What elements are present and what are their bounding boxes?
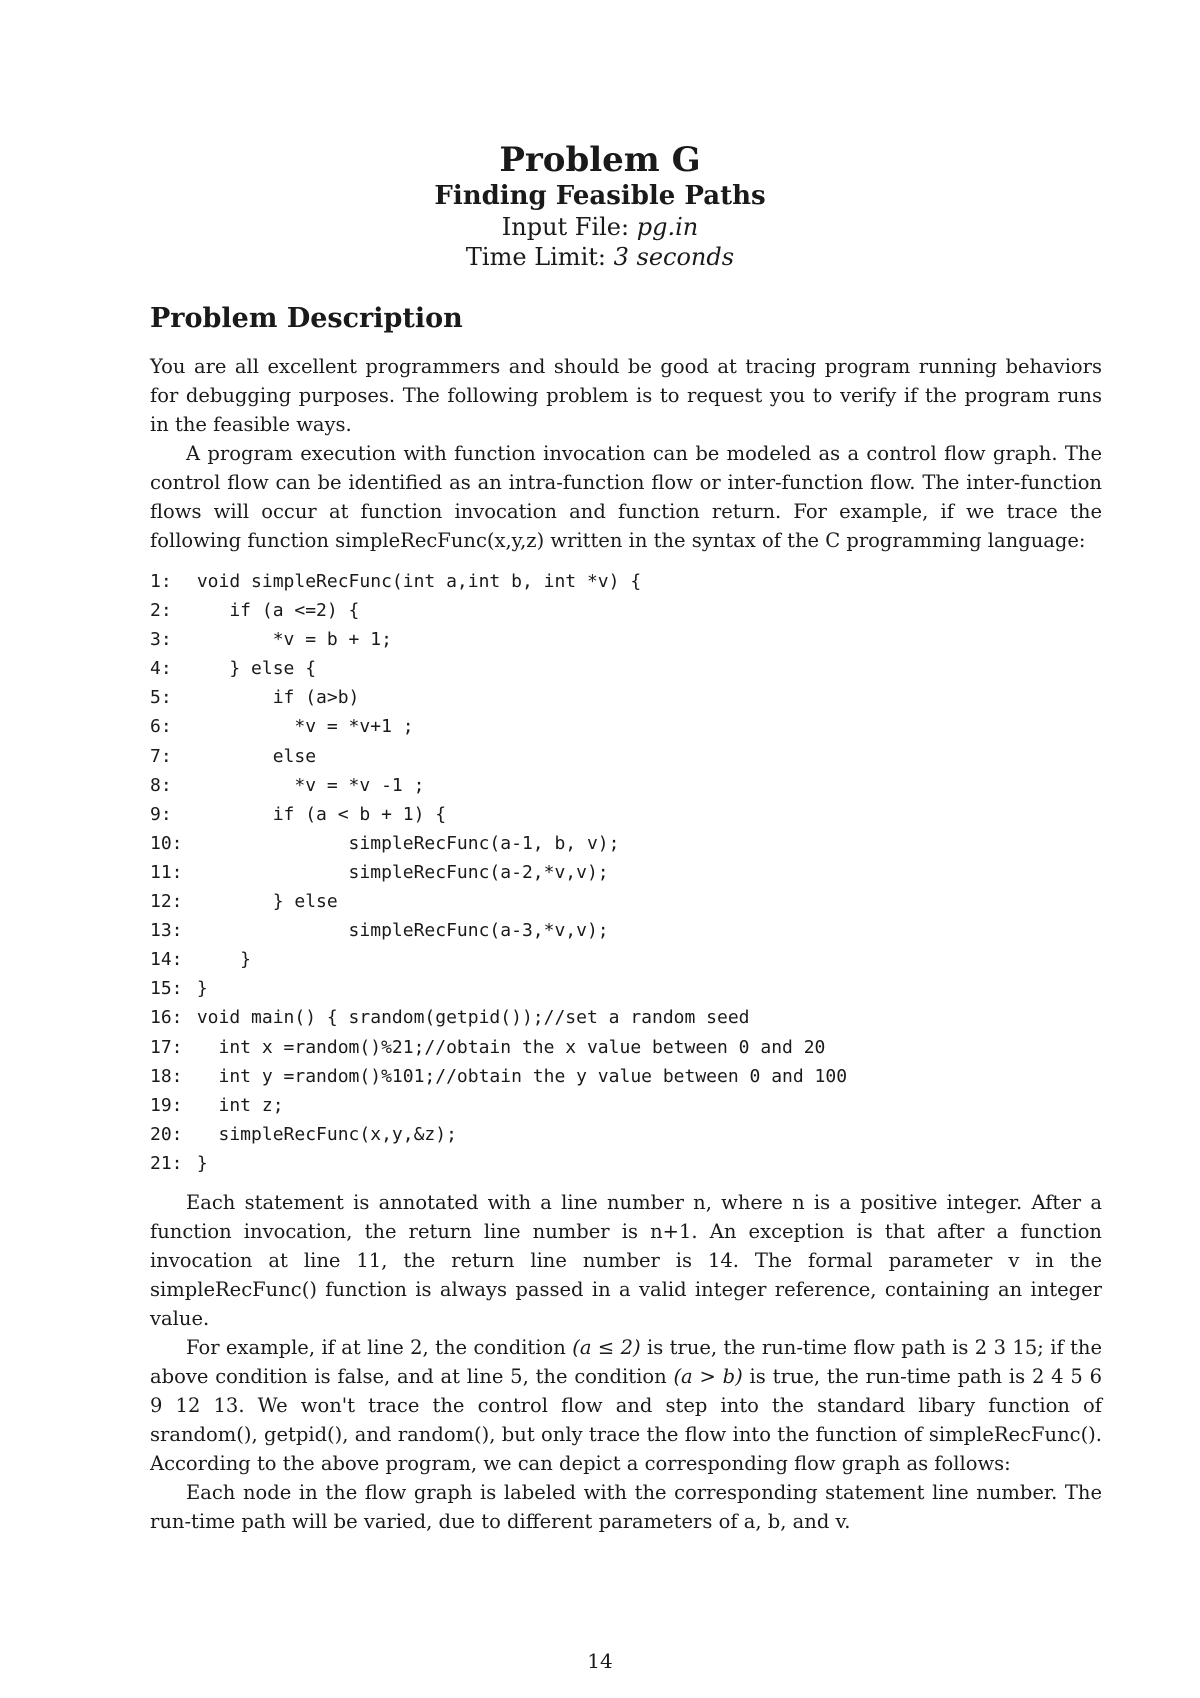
code-line-text: if (a <=2) { (186, 600, 360, 622)
time-limit-value: 3 seconds (613, 243, 735, 271)
code-line (150, 1062, 1102, 1091)
code-line-number: 11: (150, 861, 183, 883)
code-line-text: else (186, 745, 317, 767)
code-line-number: 18: (150, 1065, 183, 1087)
code-line (150, 945, 1102, 974)
code-line (150, 916, 1102, 945)
code-line (150, 712, 1102, 741)
code-line-number: 5: (150, 687, 172, 709)
code-line-text: int y =random()%101;//obtain the y value between 0 and 100 (186, 1065, 848, 1087)
paragraph-intro: You are all excellent programmers and should be good at tracing program running behaviors for debugging purposes. The following problem is to request you to verify if the program runs in the feasible ways. (150, 355, 1102, 436)
code-line (150, 1149, 1102, 1178)
code-line (150, 742, 1102, 771)
code-line (150, 683, 1102, 712)
code-line (150, 1033, 1102, 1062)
code-line-text: } else { (186, 658, 317, 680)
example-text-b: is true, the run-time flow path is 2 3 15; if the above condition is false, and at line 5, the condition (150, 1335, 1103, 1388)
code-line-number: 4: (150, 658, 172, 680)
code-line (150, 858, 1102, 887)
paragraph-example-paths (150, 1333, 1102, 1478)
code-line-text: simpleRecFunc(a-3,*v,v); (186, 920, 609, 942)
code-line (150, 567, 1102, 596)
problem-header (0, 140, 1200, 272)
code-line (150, 1003, 1102, 1032)
code-line-number: 12: (150, 891, 183, 913)
code-line (150, 974, 1102, 1003)
time-limit-line (0, 242, 1200, 272)
code-line-text: *v = *v+1 ; (186, 716, 414, 738)
code-line-text: simpleRecFunc(x,y,&z); (186, 1123, 457, 1145)
code-line (150, 625, 1102, 654)
code-line-number: 3: (150, 629, 172, 651)
condition-a-le-2: (a ≤ 2) (572, 1335, 641, 1359)
code-line-text: void main() { srandom(getpid());//set a random seed (186, 1007, 750, 1029)
example-text-c: is true, the run-time path is 2 4 5 6 9 12 13. We won't trace the control flow and step into the standard libary function of srandom(), getpid(), and random(), but only trace the flow into the function of simpleRecFunc(). According to the above program, we can depict a corresponding flow graph as follows: (150, 1364, 1103, 1475)
code-line (150, 771, 1102, 800)
code-line-text: void simpleRecFunc(int a,int b, int *v) { (186, 571, 642, 592)
input-file-label: Input File: (501, 213, 637, 241)
paragraph-flow-graph-nodes: Each node in the flow graph is labeled with the corresponding statement line number. The run-time path will be varied, due to different parameters of a, b, and v. (150, 1480, 1102, 1533)
problem-title: Problem G (499, 140, 701, 180)
code-line-number: 9: (150, 803, 172, 825)
code-line-text: } (186, 1152, 208, 1174)
code-line-text: if (a>b) (186, 687, 360, 709)
code-line-text: } (186, 978, 208, 1000)
code-listing (150, 567, 1102, 1178)
condition-a-gt-b: (a > b) (673, 1364, 743, 1388)
code-line-number: 19: (150, 1094, 183, 1116)
problem-subtitle: Finding Feasible Paths (434, 181, 766, 211)
code-line-text: int z; (186, 1094, 284, 1116)
problem-body (150, 352, 1102, 1536)
code-line-number: 10: (150, 832, 183, 854)
time-limit-label: Time Limit: (465, 243, 614, 271)
code-line-text: } (186, 949, 252, 971)
code-line-text: simpleRecFunc(a-2,*v,v); (186, 861, 609, 883)
code-line-number: 17: (150, 1036, 183, 1058)
page-number: 14 (587, 1649, 613, 1673)
code-line-text: simpleRecFunc(a-1, b, v); (186, 832, 620, 854)
code-line-number: 16: (150, 1007, 183, 1029)
code-line (150, 887, 1102, 916)
code-line-number: 8: (150, 774, 172, 796)
code-line (150, 596, 1102, 625)
code-line-number: 15: (150, 978, 183, 1000)
code-line-text: } else (186, 891, 338, 913)
code-line (150, 1091, 1102, 1120)
paragraph-line-numbers: Each statement is annotated with a line number n, where n is a positive integer. After a function invocation, the return line number is n+1. An exception is that after a function invocation at line 11, the return line number is 14. The formal parameter v in the simpleRecFunc() function is always passed in a valid integer reference, containing an integer value. (150, 1190, 1102, 1330)
code-line-number: 1: (150, 571, 172, 592)
code-line-number: 20: (150, 1123, 183, 1145)
input-file-name: pg.in (636, 213, 699, 241)
code-line-number: 7: (150, 745, 172, 767)
paragraph-control-flow: A program execution with function invocation can be modeled as a control flow graph. The control flow can be identified as an intra-function flow or inter-function flow. The inter-function flows will occur at function invocation and function return. For example, if we trace the following function simpleRecFunc(x,y,z) written in the syntax of the C programming language: (150, 442, 1102, 552)
code-line (150, 829, 1102, 858)
code-line (150, 1120, 1102, 1149)
code-line-number: 21: (150, 1152, 183, 1174)
code-line-number: 2: (150, 600, 172, 622)
code-line-number: 14: (150, 949, 183, 971)
code-line (150, 654, 1102, 683)
code-line-text: int x =random()%21;//obtain the x value between 0 and 20 (186, 1036, 826, 1058)
code-line (150, 800, 1102, 829)
example-text-a: For example, if at line 2, the condition (186, 1335, 573, 1359)
section-title: Problem Description (150, 303, 463, 334)
code-line-number: 13: (150, 920, 183, 942)
input-file-line (0, 212, 1200, 242)
code-line-number: 6: (150, 716, 172, 738)
code-line-text: *v = b + 1; (186, 629, 392, 651)
code-line-text: *v = *v -1 ; (186, 774, 425, 796)
code-line-text: if (a < b + 1) { (186, 803, 447, 825)
